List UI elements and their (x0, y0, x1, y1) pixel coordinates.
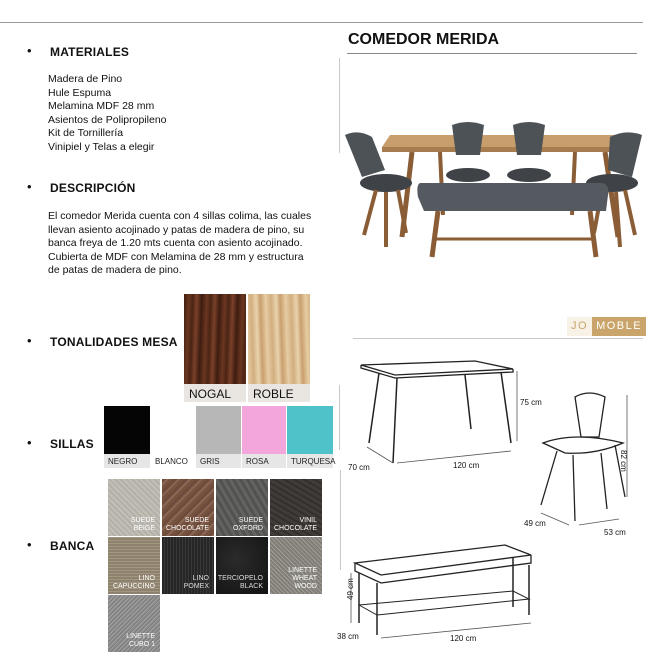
nogal-label: NOGAL (189, 387, 232, 401)
nogal-swatch (184, 294, 246, 384)
materiales-heading: MATERIALES (50, 45, 130, 59)
vertical-divider (339, 385, 340, 450)
fabric-color: POMEX (183, 583, 209, 590)
bench-seat (417, 183, 608, 211)
fabric-name: LINO (138, 575, 155, 582)
table-length-dim: 120 cm (453, 461, 480, 470)
chair-width-dim: 53 cm (604, 528, 626, 537)
material-item: Hule Espuma (48, 86, 112, 99)
fabric-name: SUEDE (130, 517, 155, 524)
chair-color-rosa[interactable] (242, 406, 286, 468)
brand-logo (567, 317, 646, 336)
fabric-name: SUEDE (238, 517, 263, 524)
fabric-color: CHOCOLATE (165, 525, 209, 532)
chair-color-turquesa[interactable] (287, 406, 336, 468)
fabric-name: LINETTE (288, 567, 317, 574)
table-top (382, 135, 633, 147)
fabric-color: CUBO 1 (128, 641, 155, 648)
gris-label: GRIS (200, 457, 220, 466)
product-photo (340, 115, 645, 260)
table-depth-dim: 70 cm (348, 463, 370, 472)
turquesa-swatch (287, 406, 333, 454)
fabric-suede-oxford[interactable] (216, 479, 268, 536)
fabric-vinil-chocolate[interactable] (270, 479, 322, 536)
rosa-swatch (242, 406, 286, 454)
fabric-name: LINO (192, 575, 209, 582)
wood-option-nogal[interactable] (184, 294, 246, 402)
bench-drawing (345, 535, 545, 640)
title-divider (347, 53, 637, 54)
chair-back (513, 122, 545, 155)
material-item: Asientos de Polipropileno (48, 113, 167, 126)
bench-depth-dim: 38 cm (337, 632, 359, 641)
fabric-name: VINIL (299, 517, 317, 524)
fabric-name: LINETTE (126, 633, 155, 640)
rosa-label: ROSA (246, 457, 269, 466)
material-item: Melamina MDF 28 mm (48, 100, 155, 112)
chair-color-blanco[interactable] (151, 406, 195, 468)
materials-list (48, 73, 167, 154)
fabric-color: OXFORD (233, 525, 263, 532)
sillas-heading: SILLAS (50, 437, 94, 451)
description-text: El comedor Merida cuenta con 4 sillas colima, las cuales llevan asiento acojinado y patas de madera de pino, su banca freya de 1.20 mts cuenta con asiento acojinado. Cubierta de MDF con Melamina de 28 mm y estructura de patas de madera de pino. (48, 210, 312, 277)
bullet-materiales: • (27, 43, 32, 58)
section-divider (353, 338, 643, 339)
chair-height-dim: 82 cm (619, 450, 628, 472)
table-drawing (355, 355, 530, 470)
fabric-linette-cubo-1[interactable] (108, 595, 160, 652)
fabric-color: BLACK (240, 583, 263, 590)
fabric-name: SUEDE (184, 517, 209, 524)
logo-part-jo: JO (567, 317, 592, 336)
bench-height-dim: 49 cm (346, 578, 355, 600)
tonalidades-heading: TONALIDADES MESA (50, 335, 178, 349)
chair-left (345, 132, 385, 177)
material-item: Vinipiel y Telas a elegir (48, 140, 155, 153)
bullet-banca: • (27, 537, 32, 552)
bullet-sillas: • (27, 435, 32, 450)
descripcion-heading: DESCRIPCIÓN (50, 181, 136, 195)
fabric-linette-wheat-wood[interactable] (270, 537, 322, 594)
blanco-label: BLANCO (155, 457, 188, 466)
fabric-lino-pomex[interactable] (162, 537, 214, 594)
fabric-color: WHEAT WOOD (292, 575, 317, 590)
chair-color-gris[interactable] (196, 406, 241, 468)
chair-back (452, 122, 484, 155)
fabric-lino-capuccino[interactable] (108, 537, 160, 594)
chair-depth-dim: 49 cm (524, 519, 546, 528)
blanco-swatch (151, 406, 195, 454)
logo-part-moble: MOBLE (592, 317, 646, 336)
bullet-tonalidades: • (27, 333, 32, 348)
product-title: COMEDOR MERIDA (348, 31, 500, 48)
bullet-descripcion: • (27, 179, 32, 194)
turquesa-label: TURQUESA (291, 457, 336, 466)
fabric-name: TERCIOPELO (217, 575, 263, 582)
chair-color-negro[interactable] (104, 406, 150, 468)
material-item: Kit de Tornillería (48, 127, 124, 139)
table-height-dim: 75 cm (520, 398, 542, 407)
fabric-color: CHOCOLATE (273, 525, 317, 532)
roble-swatch (248, 294, 310, 384)
material-item: Madera de Pino (48, 73, 123, 85)
fabric-suede-chocolate[interactable] (162, 479, 214, 536)
fabric-color: BEIGE (133, 525, 155, 532)
fabric-color: CAPUCCINO (112, 583, 155, 590)
banca-heading: BANCA (50, 539, 95, 553)
vertical-divider (340, 470, 341, 570)
fabric-terciopelo-black[interactable] (216, 537, 268, 594)
roble-label: ROBLE (253, 387, 294, 401)
fabric-suede-beige[interactable] (108, 479, 160, 536)
chair-right (608, 132, 642, 177)
gris-swatch (196, 406, 241, 454)
negro-swatch (104, 406, 150, 454)
wood-option-roble[interactable] (248, 294, 310, 402)
top-divider (0, 22, 643, 23)
negro-label: NEGRO (108, 457, 138, 466)
bench-length-dim: 120 cm (450, 634, 477, 643)
